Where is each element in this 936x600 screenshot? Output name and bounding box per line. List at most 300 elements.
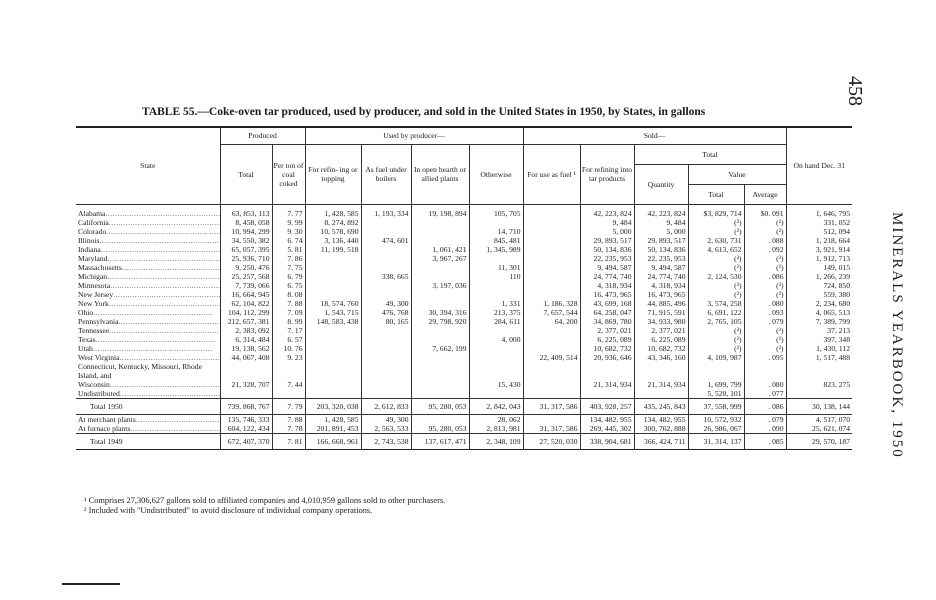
cell-produced-total: 135, 746, 333 bbox=[220, 414, 272, 424]
cell-produced-total: 62, 104, 822 bbox=[220, 299, 272, 308]
cell-refining-topping: 203, 320, 038 bbox=[305, 398, 361, 414]
cell-value-total: 4, 613, 652 bbox=[688, 245, 744, 254]
state-cell bbox=[76, 263, 220, 272]
cell-fuel-boilers bbox=[361, 326, 411, 335]
cell-open-hearth: 137, 617, 471 bbox=[411, 433, 469, 449]
row-label: Illinois ..... bbox=[78, 236, 219, 245]
row-label: Tennessee ..... bbox=[78, 326, 220, 335]
footnote-1: ¹ Comprises 27,306,627 gallons sold to affiliated companies and 4,010,959 gallons sold to other purchasers. bbox=[84, 496, 446, 505]
page-number: 458 bbox=[844, 76, 866, 106]
cell-on-hand: 149, 015 bbox=[786, 263, 852, 272]
cell-value-average: (²) bbox=[744, 227, 786, 236]
cell-value-average: (²) bbox=[744, 290, 786, 299]
cell-value-average: (²) bbox=[744, 254, 786, 263]
cell-otherwise: 110 bbox=[469, 272, 523, 281]
cell-otherwise: 1, 345, 989 bbox=[469, 245, 523, 254]
cell-value-total: 4, 109, 987 bbox=[688, 353, 744, 362]
cell-fuel-boilers: 1, 193, 334 bbox=[361, 209, 411, 218]
cell-on-hand: 1, 912, 713 bbox=[786, 254, 852, 263]
cell-fuel-boilers: 2, 743, 538 bbox=[361, 433, 411, 449]
cell-per-ton: 6. 57 bbox=[272, 335, 305, 344]
table-row bbox=[76, 308, 852, 317]
cell-value-average: . 095 bbox=[744, 353, 786, 362]
cell-open-hearth bbox=[411, 299, 469, 308]
cell-refining-topping: 1, 428, 585 bbox=[305, 209, 361, 218]
header-sold-total-group: Total bbox=[634, 144, 786, 164]
cell-use-as-fuel bbox=[523, 218, 580, 227]
state-cell bbox=[76, 362, 220, 389]
cell-refining-tar: 16, 473, 965 bbox=[580, 290, 634, 299]
cell-fuel-boilers: 80, 165 bbox=[361, 317, 411, 326]
cell-produced-total: 65, 057, 395 bbox=[220, 245, 272, 254]
cell-value-total: 2, 630, 731 bbox=[688, 236, 744, 245]
merchant-plants-row bbox=[76, 414, 852, 424]
state-cell bbox=[76, 299, 220, 308]
table-row bbox=[76, 281, 852, 290]
cell-otherwise: 14, 710 bbox=[469, 227, 523, 236]
state-cell bbox=[76, 433, 220, 449]
cell-sold-quantity: 16, 473, 965 bbox=[634, 290, 688, 299]
cell-open-hearth bbox=[411, 272, 469, 281]
state-cell bbox=[76, 245, 220, 254]
table-body bbox=[76, 204, 852, 449]
cell-value-total: $3, 829, 714 bbox=[688, 209, 744, 218]
cell-refining-topping bbox=[305, 254, 361, 263]
cell-sold-quantity: 29, 893, 517 bbox=[634, 236, 688, 245]
cell-refining-tar: 269, 445, 302 bbox=[580, 424, 634, 434]
cell-per-ton: 7. 17 bbox=[272, 326, 305, 335]
header-refining-topping: For refin- ing or topping bbox=[305, 144, 361, 204]
row-label: California ..... bbox=[78, 218, 220, 227]
row-label: New Jersey ..... bbox=[78, 290, 220, 299]
cell-refining-tar: 5, 000 bbox=[580, 227, 634, 236]
cell-on-hand: 331, 052 bbox=[786, 218, 852, 227]
row-label: Maryland ..... bbox=[78, 254, 220, 263]
cell-per-ton: 10. 76 bbox=[272, 344, 305, 353]
cell-sold-quantity bbox=[634, 389, 688, 399]
cell-refining-topping bbox=[305, 362, 361, 389]
cell-value-total: (²) bbox=[688, 281, 744, 290]
header-produced: Produced bbox=[220, 127, 305, 144]
cell-value-total: (²) bbox=[688, 254, 744, 263]
cell-sold-quantity: 9, 484 bbox=[634, 218, 688, 227]
cell-refining-tar: 9, 494, 587 bbox=[580, 263, 634, 272]
cell-otherwise: 105, 705 bbox=[469, 209, 523, 218]
table-row bbox=[76, 272, 852, 281]
cell-per-ton: 7. 81 bbox=[272, 433, 305, 449]
cell-refining-topping bbox=[305, 272, 361, 281]
table-row bbox=[76, 236, 852, 245]
table-row bbox=[76, 218, 852, 227]
row-label: Total 1949 bbox=[90, 436, 123, 446]
cell-refining-tar: 21, 314, 934 bbox=[580, 362, 634, 389]
cell-sold-quantity: 22, 235, 953 bbox=[634, 254, 688, 263]
cell-open-hearth bbox=[411, 236, 469, 245]
cell-otherwise: 4, 000 bbox=[469, 335, 523, 344]
cell-refining-topping bbox=[305, 335, 361, 344]
cell-per-ton: 8. 08 bbox=[272, 290, 305, 299]
cell-fuel-boilers bbox=[361, 218, 411, 227]
cell-value-average: . 080 bbox=[744, 362, 786, 389]
cell-open-hearth bbox=[411, 290, 469, 299]
cell-value-total: (²) bbox=[688, 263, 744, 272]
cell-per-ton: 7. 77 bbox=[272, 209, 305, 218]
cell-use-as-fuel: 27, 520, 030 bbox=[523, 433, 580, 449]
cell-per-ton: 7. 44 bbox=[272, 362, 305, 389]
cell-on-hand: 7, 389, 799 bbox=[786, 317, 852, 326]
table-row bbox=[76, 389, 852, 399]
cell-refining-tar: 403, 928, 257 bbox=[580, 398, 634, 414]
cell-otherwise: 11, 301 bbox=[469, 263, 523, 272]
cell-sold-quantity: 71, 915, 591 bbox=[634, 308, 688, 317]
cell-value-total: (²) bbox=[688, 290, 744, 299]
cell-refining-topping bbox=[305, 263, 361, 272]
cell-per-ton: 9. 23 bbox=[272, 353, 305, 362]
cell-otherwise bbox=[469, 290, 523, 299]
table-row bbox=[76, 209, 852, 218]
cell-refining-topping bbox=[305, 281, 361, 290]
cell-otherwise: 845, 481 bbox=[469, 236, 523, 245]
cell-refining-topping: 11, 199, 518 bbox=[305, 245, 361, 254]
furnace-plants-row bbox=[76, 424, 852, 434]
cell-otherwise bbox=[469, 326, 523, 335]
cell-fuel-boilers: 474, 601 bbox=[361, 236, 411, 245]
cell-sold-quantity: 366, 424, 711 bbox=[634, 433, 688, 449]
header-fuel-boilers: As fuel under boilers bbox=[361, 144, 411, 204]
cell-open-hearth bbox=[411, 353, 469, 362]
cell-produced-total: 7, 739, 066 bbox=[220, 281, 272, 290]
cell-sold-quantity: 2, 377, 021 bbox=[634, 326, 688, 335]
cell-per-ton: 7. 86 bbox=[272, 254, 305, 263]
cell-sold-quantity: 4, 318, 934 bbox=[634, 281, 688, 290]
state-cell bbox=[76, 218, 220, 227]
cell-produced-total: 25, 257, 568 bbox=[220, 272, 272, 281]
cell-on-hand: 559, 380 bbox=[786, 290, 852, 299]
row-label: Total 1950 bbox=[90, 401, 123, 411]
cell-on-hand bbox=[786, 389, 852, 399]
cell-value-average: . 079 bbox=[744, 414, 786, 424]
cell-otherwise bbox=[469, 353, 523, 362]
cell-sold-quantity: 9, 494, 587 bbox=[634, 263, 688, 272]
state-cell bbox=[76, 227, 220, 236]
cell-fuel-boilers: 49, 300 bbox=[361, 299, 411, 308]
cell-open-hearth: 3, 967, 267 bbox=[411, 254, 469, 263]
cell-value-average: $0. 091 bbox=[744, 209, 786, 218]
cell-value-total: 1, 699, 799 bbox=[688, 362, 744, 389]
cell-open-hearth: 19, 198, 894 bbox=[411, 209, 469, 218]
cell-on-hand: 724, 850 bbox=[786, 281, 852, 290]
cell-use-as-fuel bbox=[523, 335, 580, 344]
cell-sold-quantity: 6, 225, 089 bbox=[634, 335, 688, 344]
table-row bbox=[76, 362, 852, 389]
header-used-by-producer: Used by producer— bbox=[305, 127, 523, 144]
cell-use-as-fuel bbox=[523, 254, 580, 263]
cell-per-ton: 7. 78 bbox=[272, 424, 305, 434]
cell-refining-topping: 8, 274, 892 bbox=[305, 218, 361, 227]
cell-refining-tar: 338, 904, 681 bbox=[580, 433, 634, 449]
cell-refining-tar: 50, 134, 836 bbox=[580, 245, 634, 254]
state-cell bbox=[76, 389, 220, 399]
table-row bbox=[76, 353, 852, 362]
cell-open-hearth bbox=[411, 389, 469, 399]
cell-refining-topping: 1, 543, 715 bbox=[305, 308, 361, 317]
cell-sold-quantity: 44, 885, 496 bbox=[634, 299, 688, 308]
row-label: At furnace plants ..... bbox=[78, 424, 220, 433]
cell-open-hearth bbox=[411, 362, 469, 389]
header-value-group: Value bbox=[688, 164, 786, 184]
cell-use-as-fuel bbox=[523, 227, 580, 236]
cell-per-ton: 8. 99 bbox=[272, 317, 305, 326]
cell-use-as-fuel bbox=[523, 236, 580, 245]
header-per-ton: Per ton of coal coked bbox=[272, 144, 305, 204]
cell-produced-total: 8, 458, 058 bbox=[220, 218, 272, 227]
cell-use-as-fuel: 64, 200 bbox=[523, 317, 580, 326]
cell-value-total: (²) bbox=[688, 227, 744, 236]
cell-produced-total: 44, 067, 408 bbox=[220, 353, 272, 362]
cell-produced-total: 9, 250, 476 bbox=[220, 263, 272, 272]
cell-otherwise bbox=[469, 389, 523, 399]
header-quantity: Quantity bbox=[634, 164, 688, 204]
cell-sold-quantity: 10, 682, 732 bbox=[634, 344, 688, 353]
cell-on-hand: 1, 430, 112 bbox=[786, 344, 852, 353]
cell-refining-tar: 34, 869, 780 bbox=[580, 317, 634, 326]
cell-sold-quantity: 24, 774, 740 bbox=[634, 272, 688, 281]
cell-value-average: (²) bbox=[744, 263, 786, 272]
cell-open-hearth bbox=[411, 335, 469, 344]
state-cell bbox=[76, 326, 220, 335]
table-title: TABLE 55.—Coke-oven tar produced, used by producer, and sold in the United States in 1950, by States, in gallons bbox=[142, 106, 706, 118]
cell-fuel-boilers bbox=[361, 389, 411, 399]
cell-refining-topping bbox=[305, 290, 361, 299]
state-cell bbox=[76, 290, 220, 299]
table-row bbox=[76, 290, 852, 299]
cell-sold-quantity: 50, 134, 836 bbox=[634, 245, 688, 254]
cell-refining-topping: 3, 136, 440 bbox=[305, 236, 361, 245]
cell-refining-topping bbox=[305, 326, 361, 335]
state-cell bbox=[76, 317, 220, 326]
row-label: Texas ..... bbox=[78, 335, 216, 344]
cell-value-average: . 077 bbox=[744, 389, 786, 399]
cell-use-as-fuel bbox=[523, 326, 580, 335]
cell-sold-quantity: 435, 245, 843 bbox=[634, 398, 688, 414]
cell-per-ton: 6. 75 bbox=[272, 281, 305, 290]
cell-open-hearth bbox=[411, 218, 469, 227]
row-label: Minnesota ..... bbox=[78, 281, 220, 290]
table-row bbox=[76, 299, 852, 308]
state-cell bbox=[76, 398, 220, 414]
state-cell bbox=[76, 209, 220, 218]
total-1950-row bbox=[76, 398, 852, 414]
total-1949-row bbox=[76, 433, 852, 449]
state-cell bbox=[76, 414, 220, 424]
cell-use-as-fuel bbox=[523, 414, 580, 424]
cell-refining-tar: 9, 484 bbox=[580, 218, 634, 227]
row-label: Colorado ..... bbox=[78, 227, 220, 236]
cell-per-ton: 6. 79 bbox=[272, 272, 305, 281]
cell-use-as-fuel bbox=[523, 389, 580, 399]
cell-value-total: (²) bbox=[688, 344, 744, 353]
cell-value-average: . 090 bbox=[744, 424, 786, 434]
cell-sold-quantity: 43, 346, 160 bbox=[634, 353, 688, 362]
cell-sold-quantity: 300, 762, 888 bbox=[634, 424, 688, 434]
cell-value-average: (²) bbox=[744, 335, 786, 344]
cell-produced-total: 672, 407, 370 bbox=[220, 433, 272, 449]
cell-refining-topping: 166, 668, 961 bbox=[305, 433, 361, 449]
cell-otherwise: 213, 375 bbox=[469, 308, 523, 317]
header-open-hearth: In open hearth or allied plants bbox=[411, 144, 469, 204]
cell-produced-total: 6, 314, 484 bbox=[220, 335, 272, 344]
table-row bbox=[76, 317, 852, 326]
cell-open-hearth: 95, 280, 053 bbox=[411, 424, 469, 434]
cell-refining-tar: 20, 936, 646 bbox=[580, 353, 634, 362]
cell-value-total: 2, 765, 105 bbox=[688, 317, 744, 326]
cell-value-average: . 079 bbox=[744, 317, 786, 326]
cell-sold-quantity: 21, 314, 934 bbox=[634, 362, 688, 389]
cell-fuel-boilers bbox=[361, 362, 411, 389]
table-row bbox=[76, 245, 852, 254]
cell-on-hand: 30, 138, 144 bbox=[786, 398, 852, 414]
cell-use-as-fuel bbox=[523, 245, 580, 254]
cell-on-hand: 1, 266, 239 bbox=[786, 272, 852, 281]
table-header bbox=[76, 127, 852, 204]
cell-open-hearth: 29, 798, 920 bbox=[411, 317, 469, 326]
cell-value-average: . 085 bbox=[744, 433, 786, 449]
cell-on-hand: 397, 348 bbox=[786, 335, 852, 344]
cell-refining-tar bbox=[580, 389, 634, 399]
bottom-rule bbox=[62, 583, 120, 585]
row-label: Ohio ..... bbox=[78, 308, 213, 317]
state-cell bbox=[76, 272, 220, 281]
header-value-total: Total bbox=[688, 184, 744, 204]
cell-refining-topping: 1, 428, 585 bbox=[305, 414, 361, 424]
table-row bbox=[76, 335, 852, 344]
cell-use-as-fuel: 31, 317, 586 bbox=[523, 398, 580, 414]
row-label: Connecticut, Kentucky, Missouri, Rhode Island, and Wisconsin ..... bbox=[78, 362, 220, 389]
cell-value-total: (²) bbox=[688, 218, 744, 227]
cell-on-hand: 4, 517, 070 bbox=[786, 414, 852, 424]
cell-open-hearth: 1, 061, 421 bbox=[411, 245, 469, 254]
cell-produced-total: 34, 550, 382 bbox=[220, 236, 272, 245]
cell-value-total: 10, 572, 932 bbox=[688, 414, 744, 424]
cell-fuel-boilers bbox=[361, 245, 411, 254]
cell-on-hand: 1, 517, 488 bbox=[786, 353, 852, 362]
cell-value-average: . 086 bbox=[744, 272, 786, 281]
cell-value-average: . 092 bbox=[744, 245, 786, 254]
cell-sold-quantity: 34, 933, 980 bbox=[634, 317, 688, 326]
cell-produced-total: 604, 122, 434 bbox=[220, 424, 272, 434]
cell-sold-quantity: 5, 000 bbox=[634, 227, 688, 236]
cell-use-as-fuel bbox=[523, 263, 580, 272]
cell-use-as-fuel bbox=[523, 272, 580, 281]
cell-produced-total bbox=[220, 389, 272, 399]
header-state: State bbox=[76, 127, 220, 204]
cell-refining-topping: 201, 891, 453 bbox=[305, 424, 361, 434]
cell-value-average: (²) bbox=[744, 326, 786, 335]
cell-produced-total: 10, 994, 299 bbox=[220, 227, 272, 236]
cell-fuel-boilers: 338, 665 bbox=[361, 272, 411, 281]
state-cell bbox=[76, 308, 220, 317]
cell-open-hearth bbox=[411, 227, 469, 236]
cell-fuel-boilers: 2, 563, 533 bbox=[361, 424, 411, 434]
cell-use-as-fuel bbox=[523, 362, 580, 389]
cell-value-average: . 080 bbox=[744, 299, 786, 308]
cell-use-as-fuel bbox=[523, 290, 580, 299]
coke-oven-tar-table bbox=[76, 126, 852, 450]
header-otherwise: Otherwise bbox=[469, 144, 523, 204]
state-cell bbox=[76, 344, 220, 353]
cell-on-hand: 29, 570, 187 bbox=[786, 433, 852, 449]
header-sold: Sold— bbox=[523, 127, 786, 144]
cell-otherwise: 2, 813, 981 bbox=[469, 424, 523, 434]
table-row bbox=[76, 326, 852, 335]
row-label: Undistributed ..... bbox=[78, 389, 220, 398]
row-label: Alabama ..... bbox=[78, 209, 220, 218]
cell-value-average: . 086 bbox=[744, 398, 786, 414]
cell-produced-total: 16, 664, 945 bbox=[220, 290, 272, 299]
cell-otherwise: 28, 062 bbox=[469, 414, 523, 424]
header-use-as-fuel: For use as fuel ¹ bbox=[523, 144, 580, 204]
cell-refining-topping: 148, 583, 438 bbox=[305, 317, 361, 326]
cell-otherwise: 15, 430 bbox=[469, 362, 523, 389]
cell-on-hand: 2, 234, 680 bbox=[786, 299, 852, 308]
cell-fuel-boilers: 49, 300 bbox=[361, 414, 411, 424]
cell-refining-topping bbox=[305, 389, 361, 399]
cell-per-ton bbox=[272, 389, 305, 399]
row-label: Pennsylvania ..... bbox=[78, 317, 220, 326]
header-produced-total: Total bbox=[220, 144, 272, 204]
cell-otherwise: 2, 842, 043 bbox=[469, 398, 523, 414]
state-cell bbox=[76, 353, 220, 362]
cell-refining-topping: 10, 578, 690 bbox=[305, 227, 361, 236]
cell-value-average: (²) bbox=[744, 344, 786, 353]
cell-otherwise: 284, 611 bbox=[469, 317, 523, 326]
cell-open-hearth: 3, 197, 036 bbox=[411, 281, 469, 290]
cell-refining-tar: 24, 774, 740 bbox=[580, 272, 634, 281]
cell-open-hearth: 30, 394, 316 bbox=[411, 308, 469, 317]
cell-otherwise bbox=[469, 218, 523, 227]
cell-refining-tar: 22, 235, 953 bbox=[580, 254, 634, 263]
cell-value-total: 2, 124, 530 bbox=[688, 272, 744, 281]
cell-value-total: (²) bbox=[688, 326, 744, 335]
state-cell bbox=[76, 281, 220, 290]
cell-value-total: 6, 691, 122 bbox=[688, 308, 744, 317]
cell-open-hearth bbox=[411, 263, 469, 272]
cell-fuel-boilers: 476, 768 bbox=[361, 308, 411, 317]
cell-refining-topping bbox=[305, 344, 361, 353]
cell-fuel-boilers bbox=[361, 353, 411, 362]
cell-open-hearth bbox=[411, 326, 469, 335]
footnotes bbox=[84, 496, 445, 515]
cell-on-hand: 3, 921, 914 bbox=[786, 245, 852, 254]
cell-refining-tar: 64, 258, 047 bbox=[580, 308, 634, 317]
cell-fuel-boilers bbox=[361, 254, 411, 263]
cell-per-ton: 9. 30 bbox=[272, 227, 305, 236]
cell-value-average: . 093 bbox=[744, 308, 786, 317]
row-label: Michigan ..... bbox=[78, 272, 220, 281]
header-on-hand: On hand Dec. 31 bbox=[786, 127, 852, 204]
cell-per-ton: 9. 99 bbox=[272, 218, 305, 227]
cell-produced-total: 21, 328, 707 bbox=[220, 362, 272, 389]
cell-open-hearth: 7, 662, 199 bbox=[411, 344, 469, 353]
cell-produced-total: 2, 383, 092 bbox=[220, 326, 272, 335]
row-label: Indiana ..... bbox=[78, 245, 220, 254]
cell-refining-tar: 6, 225, 089 bbox=[580, 335, 634, 344]
cell-use-as-fuel: 31, 317, 586 bbox=[523, 424, 580, 434]
cell-value-total: 37, 558, 999 bbox=[688, 398, 744, 414]
cell-otherwise bbox=[469, 281, 523, 290]
cell-on-hand: 1, 646, 795 bbox=[786, 209, 852, 218]
cell-value-total: 26, 986, 067 bbox=[688, 424, 744, 434]
